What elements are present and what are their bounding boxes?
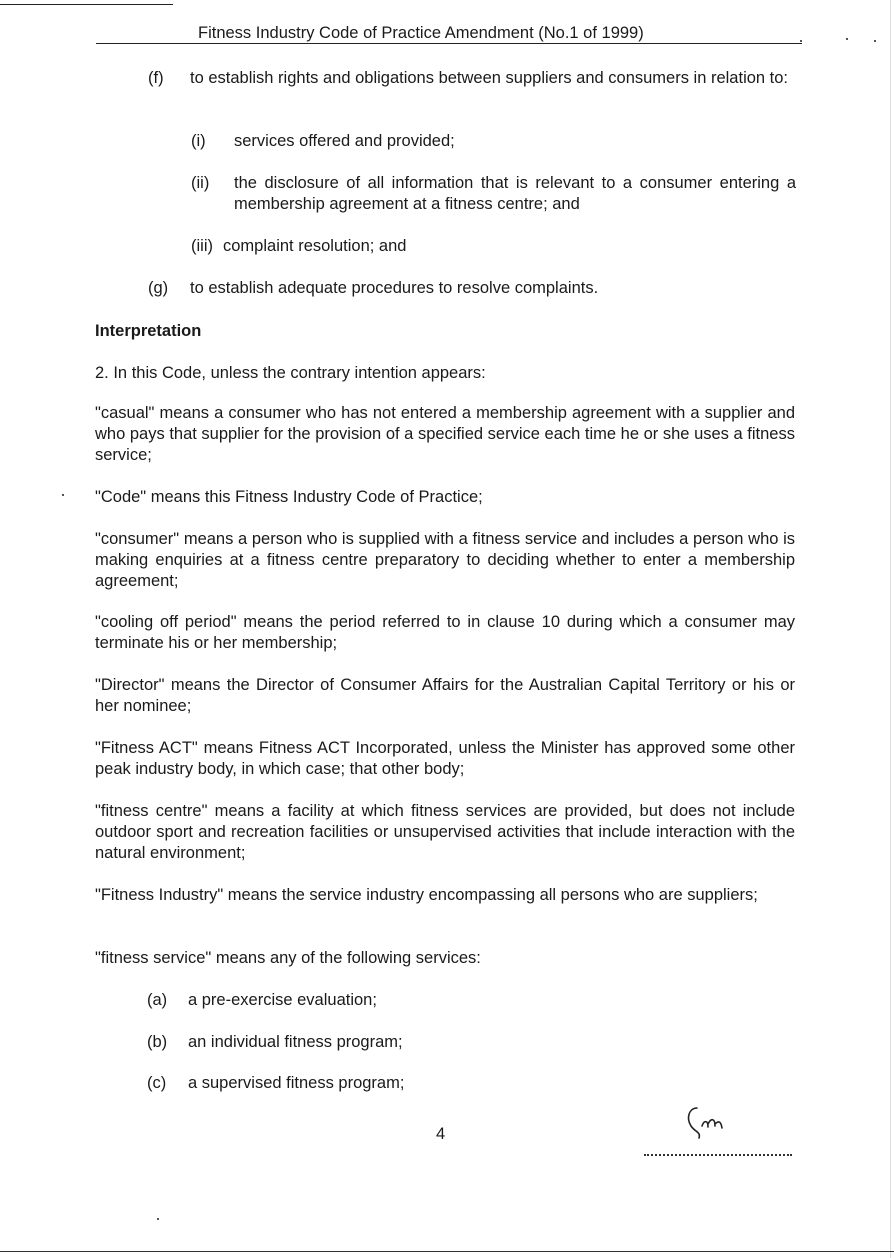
subitem-marker-i: (i)	[191, 132, 206, 150]
signature-line	[644, 1146, 792, 1156]
scan-speck	[874, 40, 876, 42]
service-b-text: an individual fitness program;	[188, 1033, 403, 1051]
right-edge-rule	[890, 0, 891, 1258]
scan-speck	[62, 494, 64, 496]
item-marker-f: (f)	[148, 69, 164, 87]
subitem-iii-text: complaint resolution; and	[223, 237, 407, 255]
top-edge-rule	[0, 4, 173, 5]
subitem-marker-ii: (ii)	[191, 174, 210, 192]
service-marker-c: (c)	[147, 1074, 167, 1092]
initials-signature	[683, 1102, 729, 1142]
bottom-edge-rule	[0, 1251, 894, 1252]
scan-speck	[846, 38, 848, 40]
definition-director: "Director" means the Director of Consumer Affairs for the Australian Capital Territory or his or her nominee;	[95, 676, 795, 715]
definition-fitness-industry: "Fitness Industry" means the service industry encompassing all persons who are suppliers;	[95, 886, 758, 904]
definition-casual: "casual" means a consumer who has not entered a membership agreement with a supplier and who pays that supplier for the provision of a specified service each time he or she uses a fitness service;	[95, 404, 795, 464]
header-rule	[96, 43, 802, 44]
definition-fitness-act: "Fitness ACT" means Fitness ACT Incorporated, unless the Minister has approved some other peak industry body, in which case; that other body;	[95, 739, 795, 778]
subitem-i-text: services offered and provided;	[234, 132, 455, 150]
service-c-text: a supervised fitness program;	[188, 1074, 405, 1092]
scan-speck	[157, 1218, 159, 1220]
page-header-title: Fitness Industry Code of Practice Amendment (No.1 of 1999)	[198, 24, 644, 42]
definition-cooling-off-period: "cooling off period" means the period referred to in clause 10 during which a consumer may terminate his or her membership;	[95, 613, 795, 652]
subitem-marker-iii: (iii)	[191, 237, 213, 255]
service-marker-a: (a)	[147, 991, 168, 1009]
definition-code: "Code" means this Fitness Industry Code of Practice;	[95, 488, 483, 506]
scan-speck	[800, 40, 802, 42]
service-a-text: a pre-exercise evaluation;	[188, 991, 377, 1009]
subitem-ii-text: the disclosure of all information that is relevant to a consumer entering a membership agreement at a fitness centre; and	[234, 174, 796, 213]
objective-g-text: to establish adequate procedures to resolve complaints.	[190, 279, 599, 297]
objective-f-text: to establish rights and obligations between suppliers and consumers in relation to:	[190, 69, 789, 87]
item-marker-g: (g)	[148, 279, 169, 297]
service-marker-b: (b)	[147, 1033, 168, 1051]
definition-fitness-centre: "fitness centre" means a facility at which fitness services are provided, but does not include outdoor sport and recreation facilities or unsupervised activities that include interaction with the natural environment;	[95, 802, 795, 862]
definition-consumer: "consumer" means a person who is supplied with a fitness service and includes a person who is making enquiries at a fitness centre preparatory to deciding whether to enter a membership agreement;	[95, 530, 795, 590]
section-heading: Interpretation	[95, 322, 202, 340]
page-number: 4	[436, 1125, 446, 1143]
interpretation-intro: 2. In this Code, unless the contrary intention appears:	[95, 364, 486, 382]
definition-fitness-service: "fitness service" means any of the following services:	[95, 949, 481, 967]
